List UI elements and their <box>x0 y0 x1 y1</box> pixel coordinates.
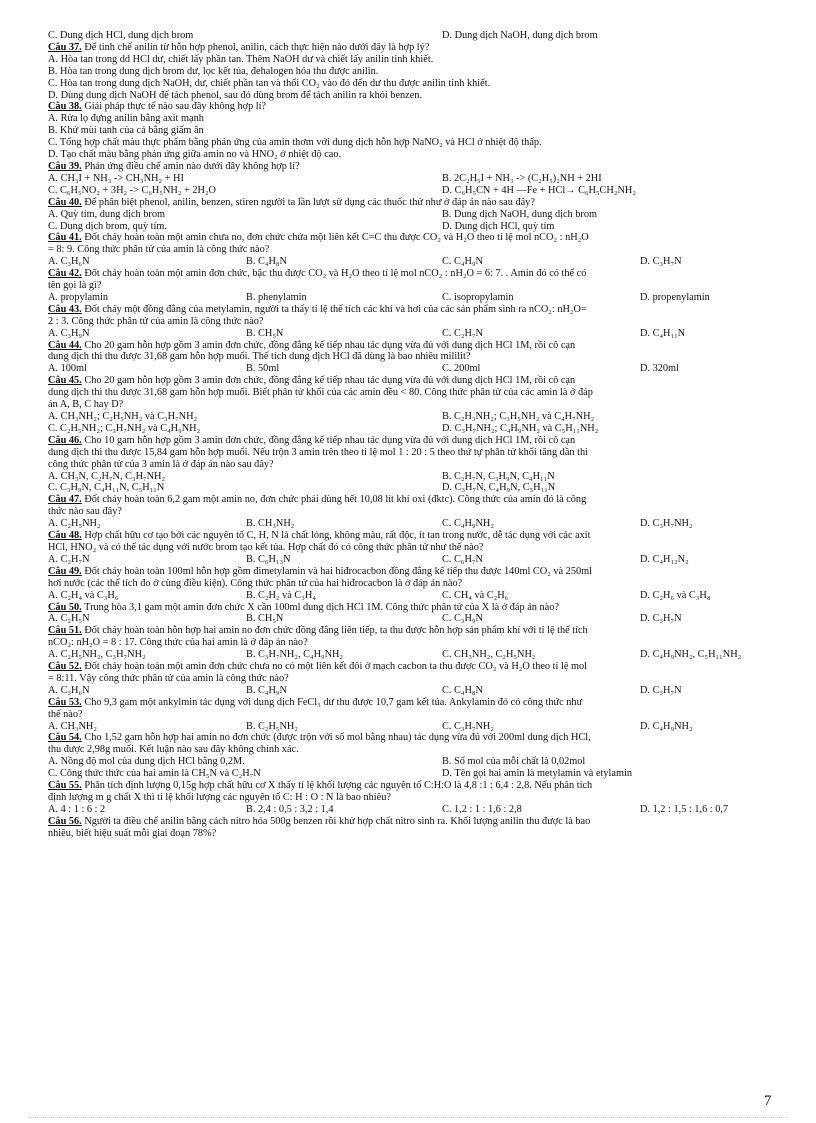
question-text: Cho 20 gam hỗn hợp gồm 3 amin đơn chức, đồng đẳng kế tiếp nhau tác dụng vừa đủ với dung dịch HCl 1M, rồi cô cạn <box>81 339 576 351</box>
answer-option: A. C₂H₅N <box>48 613 90 625</box>
answer-row <box>48 804 776 816</box>
answer-option: C. C₆H₇N <box>442 553 483 565</box>
page-number: 7 <box>764 1093 772 1109</box>
answer-row <box>48 185 776 197</box>
question-text: Đốt cháy một đồng đẳng của metylamin, người ta thấy tỉ lệ thể tích các khí và hơi của các sản phẩm sinh ra nCO₂: nH₂O= <box>81 303 587 315</box>
question-number: Câu 43. <box>48 303 82 315</box>
answer-option: C. 1,2 : 1 : 1,6 : 2,8 <box>442 803 522 815</box>
question-text: Giải pháp thực tế nào sau đây không hợp lí? <box>81 101 267 113</box>
question-text: Cho 10 gam hỗn hợp gồm 3 amin đơn chức, đồng đẳng kế tiếp nhau tác dụng vừa đủ với dung dịch HCl 1M, rồi cô cạn <box>81 434 576 446</box>
answer-option: A. 100ml <box>48 363 87 375</box>
answer-option: C. C₆H₅NO₂ + 3H₂ -> C₆H₅NH₂ + 2H₂O <box>48 184 216 196</box>
answer-row <box>48 423 776 435</box>
question-text: Để tinh chế anilin từ hỗn hợp phenol, anilin, cách thực hiện nào dưới đây là hợp lý? <box>81 41 430 53</box>
answer-option: B. 2,4 : 0,5 : 3,2 : 1,4 <box>246 803 334 815</box>
answer-option: A. CH₃I + NH₃ -> CH₃NH₂ + HI <box>48 172 184 184</box>
text-line: D. Tạo chất màu bằng phản ứng giữa amin no và HNO₂ ở nhiệt độ cao. <box>48 149 342 161</box>
question-number: Câu 49. <box>48 565 82 577</box>
answer-option: B. 50ml <box>246 363 280 375</box>
question-number: Câu 38. <box>48 101 82 113</box>
question-line <box>48 566 776 578</box>
answer-option: D. C₄H₁₁N <box>640 327 686 339</box>
answer-option: B. C₄H₉N <box>246 684 287 696</box>
text-line: = 8: 9. Công thức phân tử của amin là công thức nào? <box>48 244 270 256</box>
question-text: Cho 20 gam hỗn hợp gồm 3 amin đơn chức, đồng đẳng kế tiếp nhau tác dụng vừa đủ với dung dịch HCl 1M, rồi cô cạn <box>81 375 576 387</box>
question-line <box>48 732 776 744</box>
answer-option: C. C₂H₅NH₂; C₃H₇NH₂ và C₄H₉NH₂ <box>48 422 201 434</box>
question-text: Đốt cháy hoàn toàn một amin đơn chức chưa no có một liên kết đôi ở mạch cacbon ta thu được CO₂ và H₂O theo tỉ lệ mol <box>81 661 587 673</box>
question-line <box>48 697 776 709</box>
answer-option: B. C₄H₈N <box>246 256 287 268</box>
answer-option: B. Dung dịch NaOH, dung dịch brom <box>442 208 598 220</box>
footer-divider <box>28 1117 788 1118</box>
question-text: Người ta điều chế anilin bằng cách nitro hóa 500g benzen rồi khử hợp chất nitro sinh ra. Khối lượng anilin thu được là bao <box>81 815 591 827</box>
question-line <box>48 375 776 387</box>
answer-option: C. 200ml <box>442 363 481 375</box>
question-number: Câu 37. <box>48 41 82 53</box>
question-number: Câu 44. <box>48 339 82 351</box>
answer-option: C. C₃H₉N, C₄H₁₁N, C₅H₁₁N <box>48 482 165 494</box>
answer-option: C. C₄H₈N <box>442 684 483 696</box>
answer-option: C. isopropylamin <box>442 291 514 303</box>
question-number: Câu 45. <box>48 375 82 387</box>
question-number: Câu 55. <box>48 780 82 792</box>
answer-option: D. C₃H₇N <box>640 684 682 696</box>
answer-row <box>48 649 776 661</box>
answer-option: C. Công thức thức của hai amin là CH₅N và C₂H₇N <box>48 768 261 780</box>
question-text: Đốt cháy hoàn toàn 6,2 gam một amin no, đơn chức phải dùng hết 10,08 lít khí oxi (đktc). Công thức của amin đó là công <box>81 494 587 506</box>
text-line: án A, B, C hay D? <box>48 399 124 411</box>
text-line: dung dịch thì thu được 15,84 gam hỗn hợp muối. Nếu trộn 3 amin trên theo tỉ lệ mol 1 : 20 : 5 theo thứ tự phân tử khối tăng dần thì <box>48 446 588 458</box>
answer-option: D. C₃H₇N <box>640 256 682 268</box>
answer-option: D. Tên gọi hai amin là metylamin và etylamin <box>442 768 632 780</box>
answer-option: D. C₃H₇NH₂; C₄H₉NH₂ và C₅H₁₁NH₂ <box>442 422 599 434</box>
question-number: Câu 40. <box>48 196 82 208</box>
answer-option: B. 2C₂H₅I + NH₃ -> (C₂H₅)₂NH + 2HI <box>442 172 602 184</box>
question-number: Câu 47. <box>48 494 82 506</box>
answer-option: A. propylamin <box>48 291 109 303</box>
text-line: B. Hòa tan trong dung dịch brom dư, lọc kết tủa, đehalogen hóa thu được anilin. <box>48 65 379 77</box>
answer-option: D. C₂H₆ và C₃H₈ <box>640 589 711 601</box>
answer-row <box>48 471 776 483</box>
text-line: định lượng m g chất X thì tỉ lệ khối lượng các nguyên tố C: H : O : N là bao nhiêu? <box>48 792 391 803</box>
answer-option: B. C₂H₂ và C₃H₄ <box>246 589 316 601</box>
answer-row <box>48 292 776 304</box>
question-text: Để phân biệt phenol, anilin, benzen, stiren người ta lần lượt sử dụng các thuốc thử như ở đáp án nào sau đây? <box>81 196 535 208</box>
answer-option: C. C₄H₉NH₂ <box>442 518 494 530</box>
answer-option: D. propenylamin <box>640 291 710 303</box>
question-line <box>48 232 776 244</box>
question-line <box>48 494 776 506</box>
answer-option: B. C₂H₇N, C₃H₉N, C₄H₁₁N <box>442 470 555 482</box>
answer-option: A. C₂H₇N <box>48 553 90 565</box>
text-line: 2 : 3. Công thức phân tử của amin là công thức nào? <box>48 315 264 327</box>
question-text: Phản ứng điều chế amin nào dưới đây không hợp lí? <box>81 160 300 172</box>
answer-option: A. Nồng độ mol của dung dịch HCl bằng 0,2M. <box>48 756 245 768</box>
text-line: B. Khử mùi tanh của cá bằng giấm ăn <box>48 125 204 137</box>
text-line: thế nào? <box>48 708 83 720</box>
answer-option: A. Quỳ tím, dung dịch brom <box>48 208 165 220</box>
answer-option: C. C₃H₉N <box>442 613 483 625</box>
answer-option: B. CH₃NH₂ <box>246 518 295 530</box>
answer-row <box>48 30 776 42</box>
question-number: Câu 41. <box>48 232 82 244</box>
answer-option: B. CH₅N <box>246 327 284 339</box>
question-line <box>48 42 776 54</box>
text-line: dung dịch thì thu được 31,68 gam hỗn hợp muối. Biết phân tử khối của các amin đều < 80. Công thức phân tử của các amin là ở đáp <box>48 387 593 399</box>
text-line: C. Hòa tan trong dung dịch NaOH, dư, chiết phần tan và thổi CO₂ vào đó đến dư thu được anilin tinh khiết. <box>48 77 491 89</box>
answer-option: D. C₃H₇NH₂ <box>640 518 693 530</box>
answer-option: D. C₄H₁₂N₂ <box>640 553 689 565</box>
answer-option: D. C₆H₅CN + 4H —Fe + HCl→ C₆H₅CH₂NH₂ <box>442 184 636 196</box>
question-text: Đốt cháy hoàn toàn 100ml hỗn hợp gồm đimetylamin và hai hiđrocacbon đồng đẳng kế tiếp thu được 140ml CO₂ và 250ml <box>81 565 592 577</box>
answer-row <box>48 256 776 268</box>
answer-option: C. C₂H₇N <box>442 327 483 339</box>
question-number: Câu 46. <box>48 434 82 446</box>
answer-option: C. C₄H₉N <box>442 256 483 268</box>
text-line: A. Hòa tan trong dd HCl dư, chiết lấy phần tan. Thêm NaOH dư và chiết lấy anilin tinh khiết. <box>48 53 434 65</box>
question-line <box>48 435 776 447</box>
answer-option: A. CH₃NH₂; C₂H₅NH₂ và C₃H₇NH₂ <box>48 411 198 422</box>
answer-row <box>48 221 776 233</box>
question-line <box>48 304 776 316</box>
answer-row <box>48 411 776 423</box>
question-number: Câu 54. <box>48 732 82 744</box>
question-line <box>48 268 776 280</box>
question-number: Câu 39. <box>48 160 82 172</box>
answer-option: B. C₂H₃NH₂; C₃H₅NH₂ và C₄H₇NH₂ <box>442 411 595 422</box>
answer-option: D. 320ml <box>640 363 679 375</box>
answer-option: A. 4 : 1 : 6 : 2 <box>48 803 106 815</box>
text-line: tên gọi là gì? <box>48 280 102 292</box>
answer-option: B. CH₅N <box>246 613 284 625</box>
question-line <box>48 661 776 673</box>
answer-row <box>48 363 776 375</box>
answer-option: A. C₂H₅NH₂ <box>48 518 101 530</box>
question-number: Câu 56. <box>48 815 82 827</box>
question-line <box>48 161 776 173</box>
answer-option: B. C₂H₅NH₂ <box>246 720 298 732</box>
answer-option: D. 1,2 : 1,5 : 1,6 : 0,7 <box>640 803 729 815</box>
answer-option: C. CH₃NH₂, C₂H₅NH₂ <box>442 649 536 661</box>
question-text: Đốt cháy hoàn toàn một amin chưa no, đơn chức chứa một liên kết C=C thu được CO₂ và H₂O theo tỉ lệ mol nCO₂ : nH₂O <box>81 232 589 244</box>
text-line: dung dịch thì thu được 31,68 gam hỗn hợp muối. Thể tích dung dịch HCl đã dùng là bao nhiêu mililit? <box>48 351 471 363</box>
answer-row <box>48 613 776 625</box>
answer-row <box>48 328 776 340</box>
text-line: hơi nước (các thể tích đo ở cùng điều kiện). Công thức phân tử của hai hiđrocacbon là ở đáp án nào? <box>48 577 463 589</box>
question-text: Đốt cháy hoàn toàn một amin đơn chức, bậc thu được CO₂ và H₂O theo tỉ lệ mol nCO₂ : nH₂O = 6: 7. . Amin đó có thể có <box>81 268 587 280</box>
text-line: thu được 2,98g muối. Kết luận nào sau đây không chính xác. <box>48 744 299 756</box>
answer-option: A. CH₃N, C₂H₇N, C₃H₇NH₂ <box>48 470 166 482</box>
answer-option: B. phenylamin <box>246 291 307 303</box>
answer-option: A. C₂H₅NH₂, C₃H₇NH₂ <box>48 649 146 661</box>
answer-option: A. C₃H₆N <box>48 684 90 696</box>
question-number: Câu 52. <box>48 661 82 673</box>
question-number: Câu 53. <box>48 696 82 708</box>
text-line: công thức phân tử của 3 amin là ở đáp án nào sau đây? <box>48 458 274 470</box>
answer-option: C. C₃H₇NH₂ <box>442 720 494 732</box>
answer-row <box>48 721 776 733</box>
answer-row <box>48 518 776 530</box>
text-line: C. Tổng hợp chất màu thực phẩm bằng phản ứng của amin thơm với dung dịch hỗn hợp NaNO₂ và HCl ở nhiệt độ thấp. <box>48 137 542 149</box>
question-text: Đốt cháy hoàn toàn hỗn hợp hai amin no đơn chức đồng đẳng liên tiếp, ta thu được hỗn hợp sản phẩm khí với tỉ lệ thể tích <box>81 625 588 637</box>
text-line: nCO₂: nH₂O = 8 : 17. Công thức của hai amin là ở đáp án nào? <box>48 637 308 649</box>
question-line <box>48 530 776 542</box>
answer-option: D. C₄H₉NH₂ <box>640 720 693 732</box>
text-line: D. Dùng dung dịch NaOH để tách phenol, sau đó dùng brom để tách anilin ra khỏi benzen. <box>48 89 423 101</box>
question-line <box>48 816 776 828</box>
answer-row <box>48 554 776 566</box>
text-line: thức nào sau đây? <box>48 506 122 518</box>
answer-row <box>48 482 776 494</box>
answer-row <box>48 173 776 185</box>
question-number: Câu 51. <box>48 625 82 637</box>
answer-row <box>48 209 776 221</box>
question-line <box>48 602 776 614</box>
answer-option: C. Dung dịch HCl, dung dịch brom <box>48 30 194 41</box>
question-text: Hợp chất hữu cơ tạo bởi các nguyên tố C, H, N là chất lỏng, không màu, rất độc, ít tan trong nước, dễ tác dụng với các axit <box>81 530 591 542</box>
question-line <box>48 340 776 352</box>
question-text: Trung hòa 3,1 gam một amin đơn chức X cần 100ml dung dịch HCl 1M. Công thức phân tử của X là ở đáp án nào? <box>81 601 559 613</box>
answer-option: C. Dung dịch brom, quỳ tím. <box>48 220 167 232</box>
answer-option: A. C₂H₄ và C₃H₆ <box>48 589 119 601</box>
question-line <box>48 780 776 792</box>
text-line: nhiêu, biết hiệu suất mỗi giai đoạn 78%? <box>48 827 217 839</box>
question-line <box>48 197 776 209</box>
question-number: Câu 50. <box>48 601 82 613</box>
answer-option: A. CH₃NH₂ <box>48 720 97 732</box>
question-text: Cho 9,3 gam một ankylmin tác dụng với dung dịch FeCl₃ dư thu được 10,7 gam kết tủa. Ankylamin đó có công thức như <box>81 696 583 708</box>
answer-row <box>48 756 776 768</box>
answer-option: A. C₃H₆N <box>48 256 90 268</box>
text-line: HCl, HNO₂ và có thể tác dụng với nước brom tạo kết tủa. Hợp chất đó có công thức phân tử như thế nào? <box>48 541 484 553</box>
answer-option: B. C₆H₁₃N <box>246 553 291 565</box>
answer-option: D. Dung dịch HCl, quỳ tím <box>442 220 555 232</box>
answer-option: D. C₃H₇N <box>640 613 682 625</box>
question-number: Câu 42. <box>48 268 82 280</box>
answer-option: B. Số mol của mỗi chất là 0,02mol <box>442 756 586 768</box>
worksheet-content <box>48 30 776 840</box>
answer-row <box>48 768 776 780</box>
answer-option: D. C₃H₇N, C₄H₉N, C₅H₁₁N <box>442 482 556 494</box>
answer-option: A. C₃H₉N <box>48 327 90 339</box>
text-line: = 8:11. Vậy công thức phân tử của amin là công thức nào? <box>48 672 289 684</box>
question-line <box>48 101 776 113</box>
answer-row <box>48 685 776 697</box>
question-line <box>48 625 776 637</box>
text-line: A. Rửa lọ đựng anilin bằng axit mạnh <box>48 113 204 125</box>
question-text: Cho 1,52 gam hỗn hợp hai amin no đơn chức (được trộn với số mol bằng nhau) tác dụng vừa đủ với 200ml dung dịch HCl, <box>81 732 591 744</box>
answer-option: C. CH₄ và C₂H₆ <box>442 589 509 601</box>
answer-option: D. Dung dịch NaOH, dung dịch brom <box>442 30 598 41</box>
answer-option: D. C₄H₉NH₂, C₅H₁₁NH₂ <box>640 649 742 661</box>
answer-row <box>48 590 776 602</box>
question-text: Phân tích định lượng 0,15g hợp chất hữu cơ X thấy tỉ lệ khối lượng các nguyên tố C:H:O là 4,8 :1 : 6,4 : 2,8. Nếu phân tích <box>81 780 593 792</box>
answer-option: B. C₃H₇NH₂, C₄H₉NH₂ <box>246 649 344 661</box>
question-number: Câu 48. <box>48 530 82 542</box>
